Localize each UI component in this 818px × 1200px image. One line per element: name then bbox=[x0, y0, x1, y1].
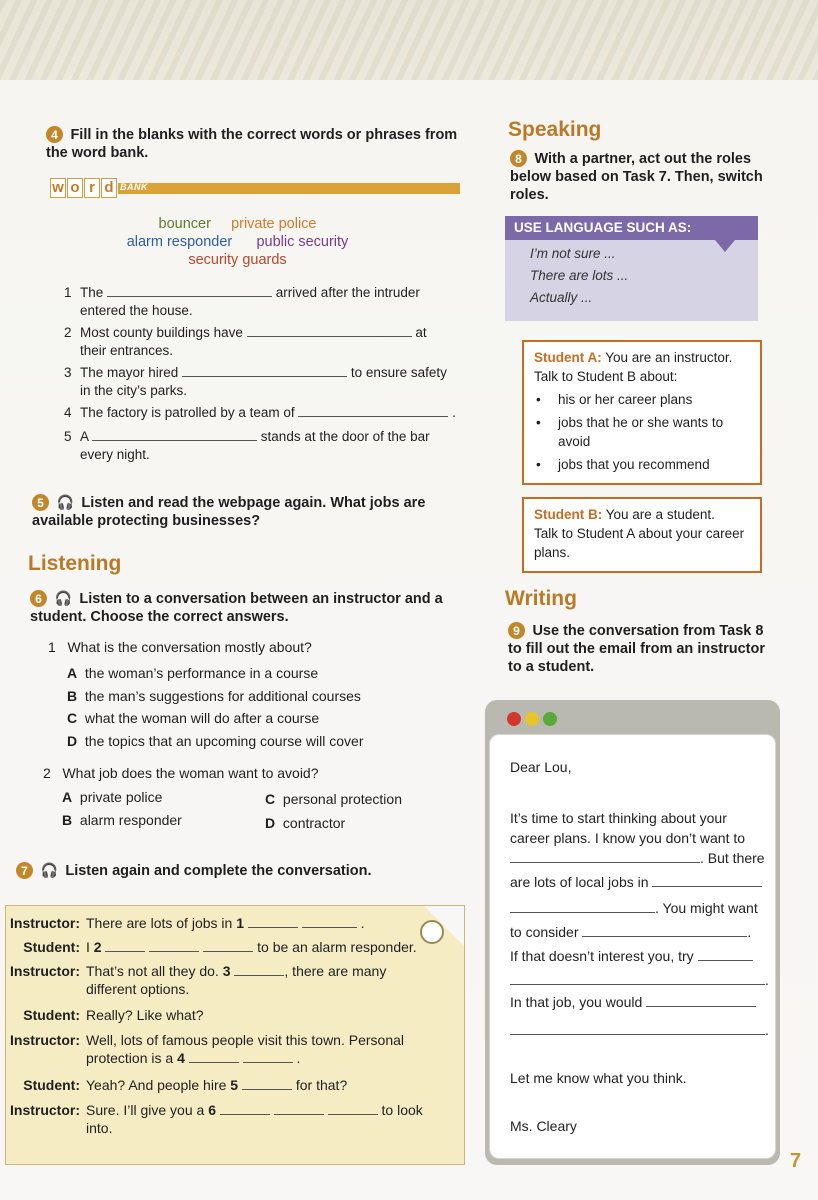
task-4-item-1: 1 The arrived after the intruder entered the house. bbox=[64, 285, 420, 318]
student-b-box: Student B: You are a student. Talk to Student A about your career plans. bbox=[522, 497, 762, 573]
speech-pointer bbox=[715, 240, 735, 252]
phrase-2: There are lots ... bbox=[530, 268, 629, 283]
blank-field[interactable] bbox=[105, 940, 145, 952]
option-b[interactable]: B alarm responder bbox=[62, 812, 182, 828]
word-bank-logo: w o r d bbox=[50, 178, 117, 198]
task-5-title: Listen and read the webpage again. What jobs are available protecting businesses? bbox=[32, 495, 426, 529]
blank-field[interactable] bbox=[298, 405, 448, 417]
task-number-4: 4 bbox=[46, 126, 63, 143]
conversation-line-4: Student: Really? Like what? bbox=[23, 1007, 204, 1023]
task-6-question-1: 1 What is the conversation mostly about? bbox=[48, 639, 312, 655]
task-8-title: With a partner, act out the roles below based on Task 7. Then, switch roles. bbox=[510, 151, 763, 203]
task-4-title: Fill in the blanks with the correct words or phrases from the word bank. bbox=[46, 127, 458, 161]
email-paragraph: It’s time to start thinking about your career plans. I know you don’t want to . But there are lots of local jobs in . You might want to consider . If that doesn’t interest you, try . In that job, you would . bbox=[510, 810, 769, 1038]
blank-field[interactable] bbox=[510, 1023, 765, 1035]
yellow-dot-icon bbox=[525, 712, 539, 726]
conversation-line-2: Student: I 2 to be an alarm responder. bbox=[23, 939, 417, 955]
task-7-heading bbox=[16, 862, 456, 880]
blank-field[interactable] bbox=[274, 1103, 324, 1115]
email-window bbox=[485, 700, 780, 1165]
task-4-item-3: 3 The mayor hired to ensure safety in the city’s parks. bbox=[64, 365, 447, 398]
blank-field[interactable] bbox=[302, 916, 357, 928]
option-d[interactable]: D contractor bbox=[265, 815, 346, 831]
conversation-box bbox=[5, 905, 465, 1165]
speaking-title: Speaking bbox=[508, 118, 602, 141]
conversation-line-5: Instructor: Well, lots of famous people visit this town. Personal protection is a 4 . bbox=[10, 1032, 405, 1066]
word-bank-label: BANK bbox=[120, 182, 148, 192]
conversation-line-1: Instructor: There are lots of jobs in 1 . bbox=[10, 915, 365, 931]
task-6-title: Listen to a conversation between an instructor and a student. Choose the correct answers. bbox=[30, 591, 443, 625]
headphones-icon: 🎧 bbox=[54, 590, 72, 607]
task-4-item-2: 2 Most county buildings have at their entrances. bbox=[64, 325, 427, 358]
option-a[interactable]: A the woman’s performance in a course bbox=[67, 665, 319, 681]
option-a[interactable]: A private police bbox=[62, 789, 163, 805]
option-c[interactable]: C personal protection bbox=[265, 791, 402, 807]
blank-field[interactable] bbox=[510, 973, 765, 985]
option-c[interactable]: C what the woman will do after a course bbox=[67, 710, 320, 726]
task-4-item-4: 4 The factory is patrolled by a team of . bbox=[64, 405, 456, 420]
task-number-7: 7 bbox=[16, 862, 33, 879]
conversation-line-3: Instructor: That’s not all they do. 3 , there are many different options. bbox=[10, 963, 387, 997]
blank-field[interactable] bbox=[328, 1103, 378, 1115]
red-dot-icon bbox=[507, 712, 521, 726]
option-d[interactable]: D the topics that an upcoming course will cover bbox=[67, 732, 364, 749]
task-6-heading bbox=[30, 590, 465, 626]
writing-title: Writing bbox=[505, 587, 577, 610]
blank-field[interactable] bbox=[92, 429, 257, 441]
language-box-heading: USE LANGUAGE SUCH AS: bbox=[505, 216, 758, 240]
top-decoration bbox=[0, 0, 818, 80]
blank-field[interactable] bbox=[242, 1078, 292, 1090]
blank-field[interactable] bbox=[698, 949, 753, 961]
blank-field[interactable] bbox=[582, 925, 747, 937]
phrase-1: I’m not sure ... bbox=[530, 246, 616, 261]
word-alarm-responder: alarm responder bbox=[126, 234, 233, 250]
option-b[interactable]: B the man’s suggestions for additional courses bbox=[67, 687, 361, 704]
task-9-title: Use the conversation from Task 8 to fill out the email from an instructor to a student. bbox=[508, 623, 765, 675]
blank-field[interactable] bbox=[510, 851, 700, 863]
task-9-heading bbox=[508, 622, 773, 676]
word-private-police: private police bbox=[231, 216, 317, 232]
task-6-q1-options bbox=[67, 662, 467, 752]
language-box bbox=[505, 216, 758, 321]
blank-field[interactable] bbox=[248, 916, 298, 928]
task-6-question-2: 2 What job does the woman want to avoid? bbox=[43, 765, 319, 781]
blank-field[interactable] bbox=[107, 285, 272, 297]
task-number-5: 5 bbox=[32, 494, 49, 511]
blank-field[interactable] bbox=[652, 875, 762, 887]
email-signature: Ms. Cleary bbox=[510, 1118, 577, 1134]
task-4-item-5: 5 A stands at the door of the bar every night. bbox=[64, 429, 430, 462]
task-number-8: 8 bbox=[510, 150, 527, 167]
task-8-heading bbox=[510, 150, 770, 204]
blank-field[interactable] bbox=[247, 325, 412, 337]
headphones-icon: 🎧 bbox=[40, 862, 58, 879]
blank-field[interactable] bbox=[203, 940, 253, 952]
green-dot-icon bbox=[543, 712, 557, 726]
blank-field[interactable] bbox=[149, 940, 199, 952]
phrase-3: Actually ... bbox=[530, 290, 593, 305]
headphones-icon: 🎧 bbox=[56, 494, 74, 511]
student-a-bullets: • his or her career plans • jobs that he or she wants to avoid • jobs that you recommend bbox=[534, 390, 750, 474]
conversation-line-6: Student: Yeah? And people hire 5 for that? bbox=[23, 1077, 348, 1093]
blank-field[interactable] bbox=[510, 901, 655, 913]
conversation-line-7: Instructor: Sure. I’ll give you a 6 to look into. bbox=[10, 1102, 423, 1136]
email-body bbox=[489, 734, 776, 1159]
page-number: 7 bbox=[790, 1150, 802, 1172]
task-4-heading bbox=[46, 126, 466, 162]
email-closing: Let me know what you think. bbox=[510, 1070, 687, 1086]
email-greeting: Dear Lou, bbox=[510, 759, 572, 775]
task-number-9: 9 bbox=[508, 622, 525, 639]
blank-field[interactable] bbox=[182, 365, 347, 377]
listening-title: Listening bbox=[28, 552, 122, 575]
word-bouncer: bouncer bbox=[158, 216, 211, 232]
blank-field[interactable] bbox=[220, 1103, 270, 1115]
word-bank-words bbox=[0, 215, 475, 269]
word-security-guards: security guards bbox=[188, 252, 287, 268]
blank-field[interactable] bbox=[243, 1051, 293, 1063]
word-bank-header bbox=[50, 178, 460, 208]
task-number-6: 6 bbox=[30, 590, 47, 607]
task-5-heading bbox=[32, 494, 452, 530]
blank-field[interactable] bbox=[234, 964, 284, 976]
blank-field[interactable] bbox=[646, 995, 756, 1007]
blank-field[interactable] bbox=[189, 1051, 239, 1063]
word-public-security: public security bbox=[256, 234, 349, 250]
word-bank-bar bbox=[118, 183, 460, 194]
student-a-box: Student A: You are an instructor. Talk to Student B about: • his or her career plans • jobs that he or she wants to avoid • jobs that you recommend bbox=[522, 340, 762, 485]
task-7-title: Listen again and complete the conversation. bbox=[65, 863, 372, 879]
